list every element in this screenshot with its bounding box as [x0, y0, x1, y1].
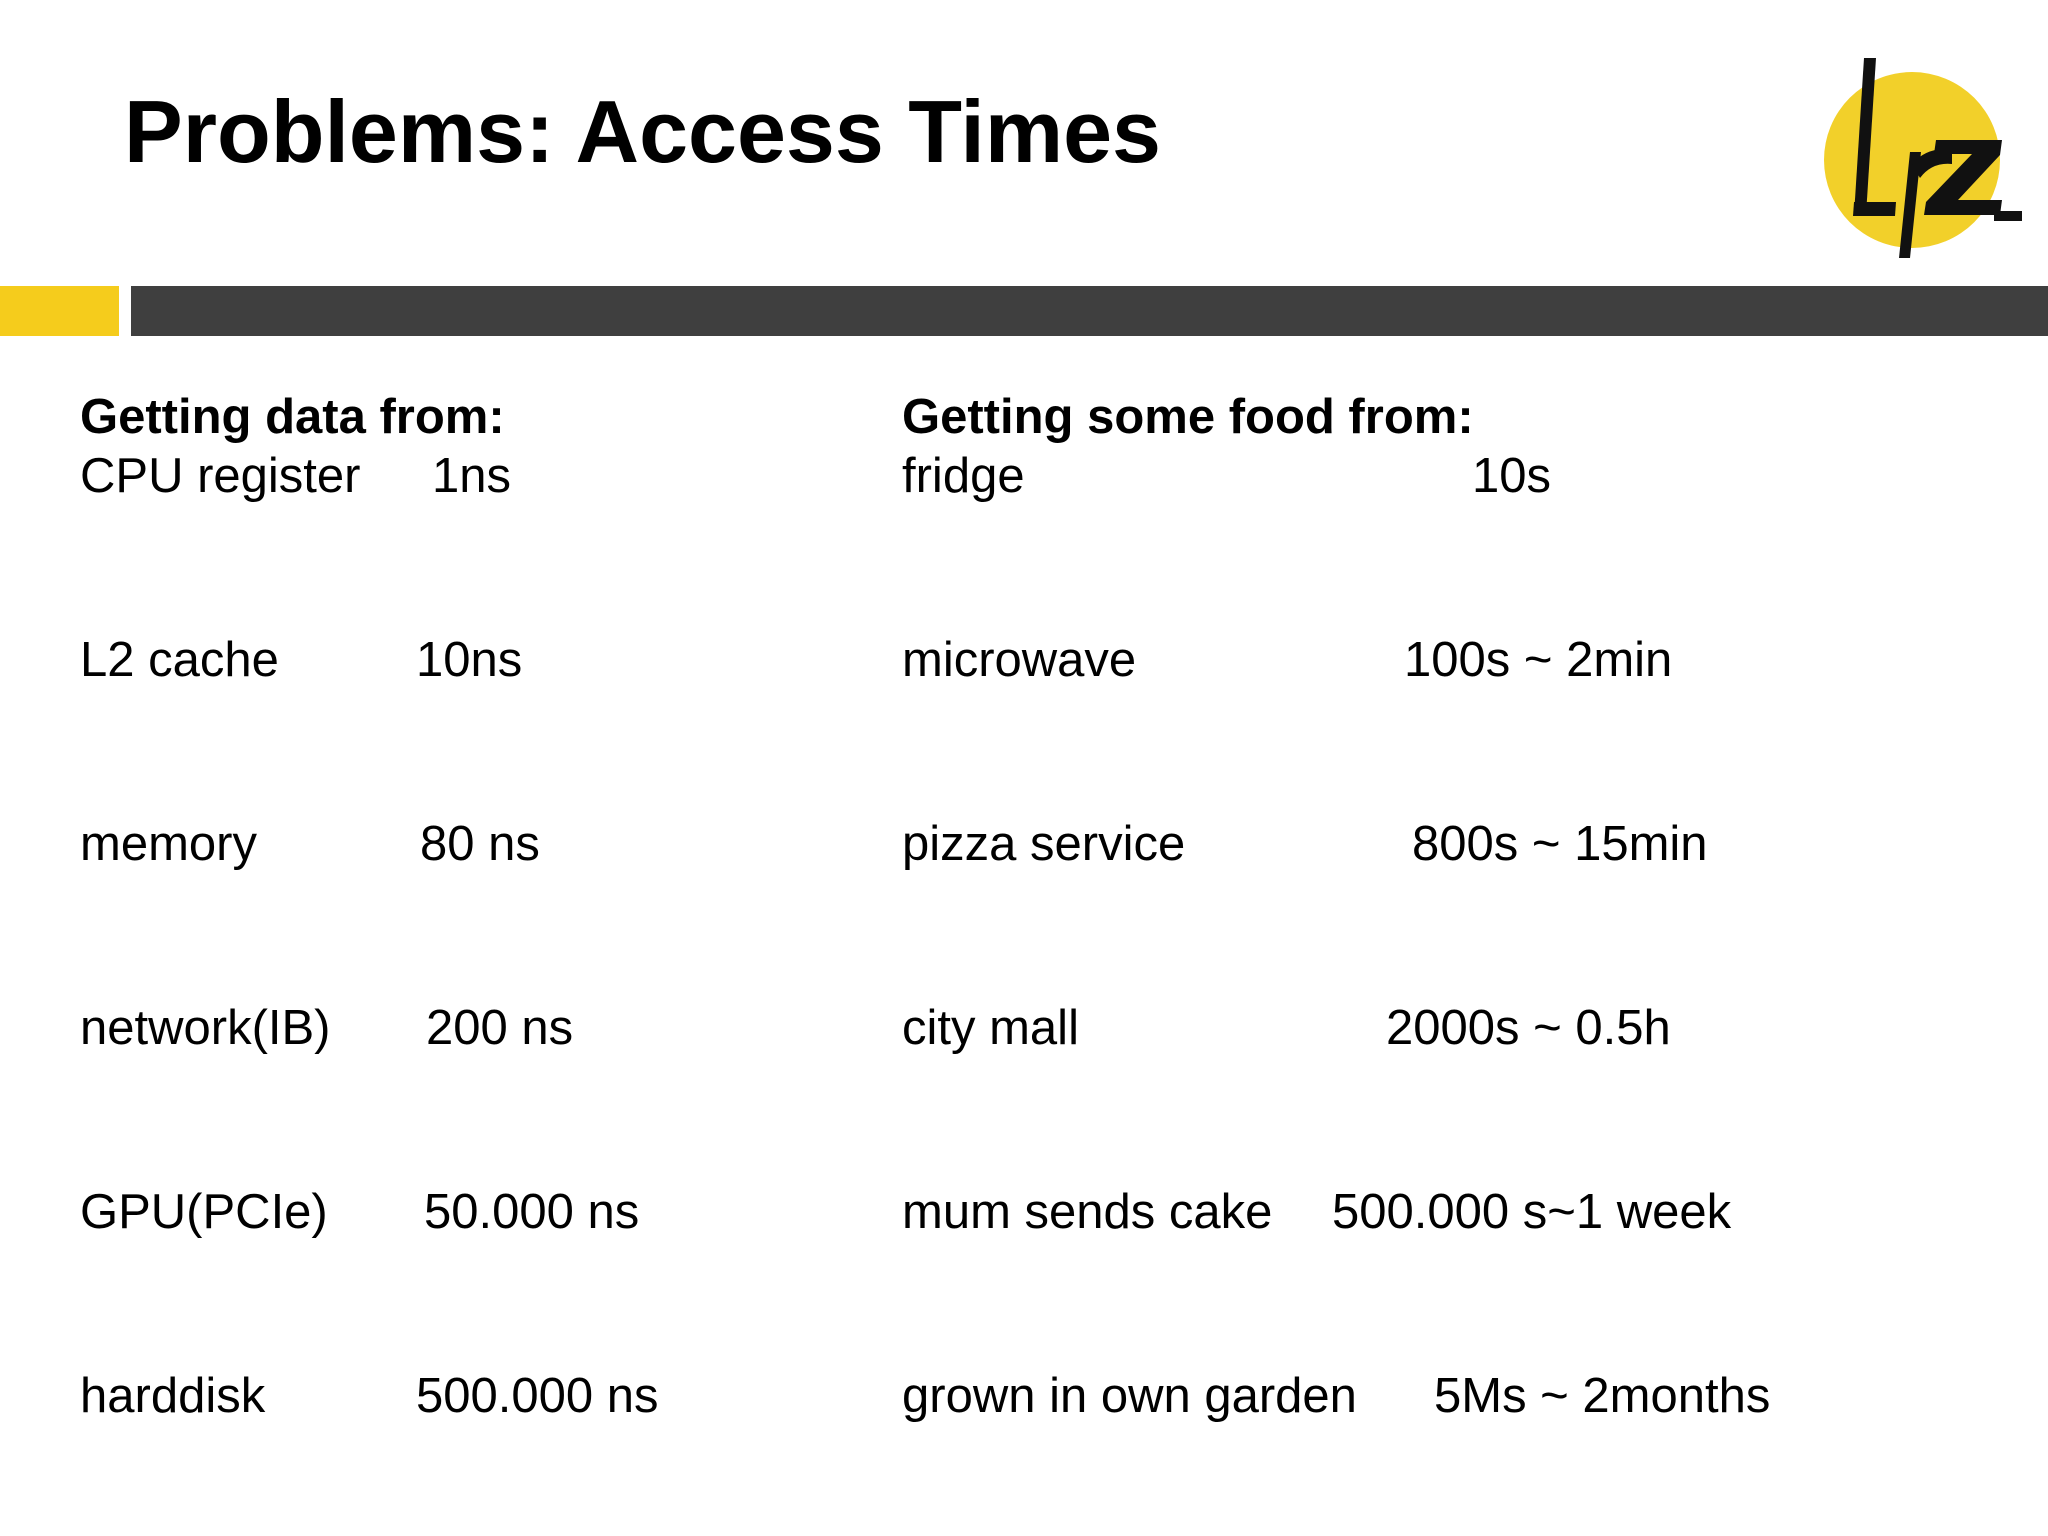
- item-label: GPU(PCIe): [80, 1185, 328, 1239]
- item-label: CPU register: [80, 449, 361, 503]
- item-value: 100s ~ 2min: [1404, 633, 1673, 687]
- item-label: L2 cache: [80, 633, 279, 687]
- right-column: [902, 388, 1771, 1426]
- item-value: 1ns: [432, 449, 512, 503]
- item-value: 200 ns: [426, 1001, 574, 1055]
- lrz-logo: [1812, 40, 2032, 270]
- slide-title: Problems: Access Times: [124, 82, 1161, 181]
- item-value: 800s ~ 15min: [1412, 817, 1708, 871]
- item-value: 2000s ~ 0.5h: [1386, 1001, 1671, 1055]
- item-label: memory: [80, 817, 257, 871]
- list-item-harddisk: [80, 1367, 659, 1426]
- list-item-cpu-register: [80, 447, 512, 506]
- list-item-mum-sends-cake: [902, 1183, 1732, 1242]
- item-value: 10s: [1472, 449, 1552, 503]
- item-value: 50.000 ns: [424, 1185, 640, 1239]
- list-item-gpu: [80, 1183, 640, 1242]
- item-label: pizza service: [902, 817, 1186, 871]
- left-column: [80, 388, 659, 1426]
- item-value: 10ns: [416, 633, 523, 687]
- list-item-own-garden: [902, 1367, 1771, 1426]
- list-item-city-mall: [902, 999, 1671, 1058]
- list-item-network: [80, 999, 574, 1058]
- item-value: 5Ms ~ 2months: [1434, 1369, 1771, 1423]
- item-label: mum sends cake: [902, 1185, 1273, 1239]
- right-column-heading: Getting some food from:: [902, 390, 1474, 444]
- item-value: 80 ns: [420, 817, 540, 871]
- list-item-memory: [80, 815, 540, 874]
- item-label: city mall: [902, 1001, 1079, 1055]
- item-value: 500.000 ns: [416, 1369, 659, 1423]
- list-item-pizza-service: [902, 815, 1708, 874]
- accent-bar-yellow: [0, 286, 119, 336]
- list-item-fridge: [902, 447, 1552, 506]
- left-column-heading: Getting data from:: [80, 390, 505, 444]
- item-label: microwave: [902, 633, 1137, 687]
- accent-bar-dark: [131, 286, 2048, 336]
- item-value: 500.000 s~1 week: [1332, 1185, 1732, 1239]
- item-label: grown in own garden: [902, 1369, 1357, 1423]
- item-label: harddisk: [80, 1369, 266, 1423]
- list-item-microwave: [902, 631, 1673, 690]
- item-label: fridge: [902, 449, 1025, 503]
- item-label: network(IB): [80, 1001, 331, 1055]
- list-item-l2-cache: [80, 631, 523, 690]
